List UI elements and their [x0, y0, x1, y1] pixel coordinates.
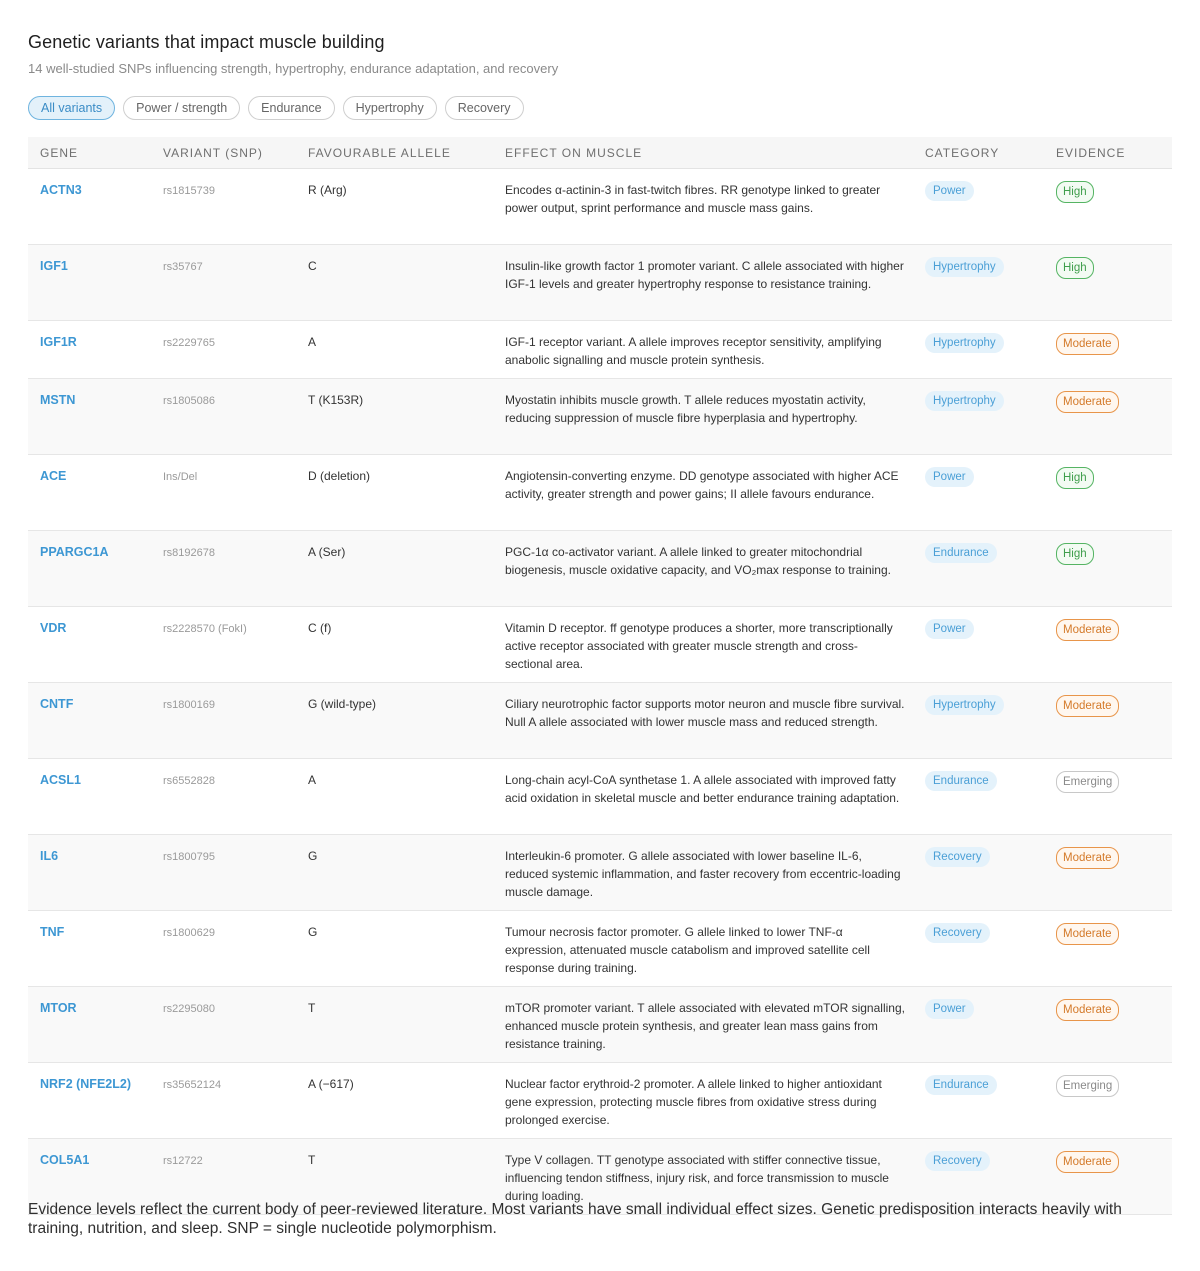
snp-cell: [163, 607, 308, 637]
table-row: [28, 531, 1172, 607]
effect-cell: [505, 835, 925, 901]
favourable-allele: C (f): [308, 621, 332, 635]
column-header-variant[interactable]: VARIANT (SNP): [163, 145, 263, 160]
snp-id: rs1805086: [163, 395, 215, 407]
snp-cell: [163, 987, 308, 1017]
category-cell: [925, 245, 1056, 277]
evidence-badge: High: [1056, 543, 1094, 565]
effect-description: Encodes α-actinin-3 in fast-twitch fibres. RR genotype linked to greater power output, sprint performance and muscle mass gains.: [505, 183, 881, 215]
allele-cell: [308, 455, 505, 485]
snp-id: rs35767: [163, 261, 203, 273]
gene-link[interactable]: ACTN3: [40, 183, 82, 197]
snp-id: rs1800169: [163, 699, 215, 711]
snp-id: rs1800795: [163, 851, 215, 863]
category-cell: [925, 607, 1056, 639]
effect-cell: [505, 1139, 925, 1205]
allele-cell: [308, 379, 505, 409]
category-cell: [925, 911, 1056, 943]
evidence-cell: [1056, 321, 1172, 355]
category-badge: Endurance: [925, 543, 997, 563]
favourable-allele: C: [308, 259, 317, 273]
effect-cell: [505, 245, 925, 293]
gene-cell: [28, 987, 163, 1017]
snp-id: rs2228570 (FokI): [163, 623, 247, 635]
category-badge: Power: [925, 999, 974, 1019]
snp-id: rs35652124: [163, 1079, 222, 1091]
effect-description: Vitamin D receptor. ff genotype produces a shorter, more transcriptionally active receptor associated with greater muscle strength and cross-sectional area.: [505, 621, 893, 671]
effect-description: Long-chain acyl-CoA synthetase 1. A allele associated with improved fatty acid oxidation in skeletal muscle and better endurance training adaptation.: [505, 773, 900, 805]
effect-cell: [505, 321, 925, 369]
evidence-badge: Moderate: [1056, 391, 1119, 413]
gene-cell: [28, 1063, 163, 1093]
table-row: [28, 379, 1172, 455]
category-cell: [925, 531, 1056, 563]
evidence-cell: [1056, 1063, 1172, 1097]
snp-id: rs1815739: [163, 185, 215, 197]
effect-cell: [505, 455, 925, 503]
evidence-cell: [1056, 759, 1172, 793]
evidence-badge: Moderate: [1056, 1151, 1119, 1173]
column-header-allele[interactable]: FAVOURABLE ALLELE: [308, 145, 451, 160]
gene-cell: [28, 607, 163, 637]
snp-cell: [163, 759, 308, 789]
table-row: [28, 835, 1172, 911]
favourable-allele: A: [308, 335, 317, 349]
gene-link[interactable]: NRF2 (NFE2L2): [40, 1077, 131, 1091]
effect-cell: [505, 987, 925, 1053]
category-badge: Power: [925, 467, 974, 487]
gene-link[interactable]: IL6: [40, 849, 59, 863]
evidence-badge: Moderate: [1056, 333, 1119, 355]
gene-link[interactable]: COL5A1: [40, 1153, 90, 1167]
gene-link[interactable]: IGF1R: [40, 335, 77, 349]
allele-cell: [308, 835, 505, 865]
evidence-cell: [1056, 683, 1172, 717]
effect-cell: [505, 607, 925, 673]
table-body: [28, 169, 1172, 1215]
gene-link[interactable]: ACSL1: [40, 773, 81, 787]
allele-cell: [308, 321, 505, 351]
favourable-allele: R (Arg): [308, 183, 347, 197]
snp-cell: [163, 379, 308, 409]
allele-cell: [308, 1139, 505, 1169]
gene-cell: [28, 379, 163, 409]
category-badge: Hypertrophy: [925, 257, 1004, 277]
evidence-badge: High: [1056, 467, 1094, 489]
snp-cell: [163, 455, 308, 485]
snp-id: rs1800629: [163, 927, 215, 939]
snp-cell: [163, 1139, 308, 1169]
gene-cell: [28, 321, 163, 351]
table-row: [28, 759, 1172, 835]
snp-id: rs6552828: [163, 775, 215, 787]
favourable-allele: A (−617): [308, 1077, 354, 1091]
category-badge: Endurance: [925, 1075, 997, 1095]
filter-chip-endurance[interactable]: Endurance: [248, 96, 334, 120]
category-cell: [925, 835, 1056, 867]
table-row: [28, 245, 1172, 321]
variants-table: [28, 137, 1172, 1215]
gene-cell: [28, 759, 163, 789]
column-header-category[interactable]: CATEGORY: [925, 145, 1000, 160]
table-header: [28, 137, 1172, 169]
evidence-cell: [1056, 379, 1172, 413]
allele-cell: [308, 759, 505, 789]
favourable-allele: G: [308, 849, 318, 863]
effect-description: Interleukin-6 promoter. G allele associated with lower baseline IL-6, reduced systemic inflammation, and faster recovery from eccentric-loading muscle damage.: [505, 849, 901, 899]
evidence-cell: [1056, 455, 1172, 489]
table-row: [28, 683, 1172, 759]
favourable-allele: T (K153R): [308, 393, 364, 407]
snp-id: Ins/Del: [163, 471, 198, 483]
gene-link[interactable]: CNTF: [40, 697, 74, 711]
category-badge: Hypertrophy: [925, 391, 1004, 411]
allele-cell: [308, 911, 505, 941]
category-cell: [925, 169, 1056, 201]
effect-description: Type V collagen. TT genotype associated with stiffer connective tissue, influencing tendon stiffness, injury risk, and force transmission to muscle during loading.: [505, 1153, 889, 1203]
effect-description: PGC-1α co-activator variant. A allele linked to greater mitochondrial biogenesis, muscle oxidative capacity, and VO₂max response to training.: [505, 545, 891, 577]
effect-cell: [505, 1063, 925, 1129]
favourable-allele: A (Ser): [308, 545, 346, 559]
gene-cell: [28, 1139, 163, 1169]
effect-cell: [505, 683, 925, 731]
gene-cell: [28, 911, 163, 941]
filter-chip-all[interactable]: All variants: [28, 96, 115, 120]
evidence-cell: [1056, 987, 1172, 1021]
evidence-badge: Moderate: [1056, 999, 1119, 1021]
gene-link[interactable]: MTOR: [40, 1001, 77, 1015]
effect-description: IGF-1 receptor variant. A allele improves receptor sensitivity, amplifying anabolic signalling and muscle protein synthesis.: [505, 335, 882, 367]
category-badge: Recovery: [925, 1151, 990, 1171]
allele-cell: [308, 1063, 505, 1093]
evidence-badge: High: [1056, 181, 1094, 203]
effect-cell: [505, 169, 925, 217]
table-row: [28, 455, 1172, 531]
column-header-gene[interactable]: GENE: [40, 145, 79, 160]
snp-cell: [163, 911, 308, 941]
gene-cell: [28, 835, 163, 865]
evidence-cell: [1056, 245, 1172, 279]
category-badge: Recovery: [925, 847, 990, 867]
category-badge: Hypertrophy: [925, 333, 1004, 353]
category-cell: [925, 683, 1056, 715]
filter-chip-hypertrophy[interactable]: Hypertrophy: [343, 96, 437, 120]
gene-cell: [28, 455, 163, 485]
table-row: [28, 321, 1172, 379]
snp-cell: [163, 531, 308, 561]
table-row: [28, 1063, 1172, 1139]
evidence-cell: [1056, 607, 1172, 641]
category-cell: [925, 455, 1056, 487]
gene-cell: [28, 245, 163, 275]
page-subtitle: 14 well-studied SNPs influencing strength, hypertrophy, endurance adaptation, and recovery: [28, 61, 559, 76]
allele-cell: [308, 245, 505, 275]
effect-cell: [505, 379, 925, 427]
effect-description: Nuclear factor erythroid-2 promoter. A allele linked to higher antioxidant gene expression, protecting muscle fibres from oxidative stress during prolonged exercise.: [505, 1077, 882, 1127]
snp-cell: [163, 835, 308, 865]
evidence-badge: Moderate: [1056, 619, 1119, 641]
category-badge: Power: [925, 619, 974, 639]
allele-cell: [308, 987, 505, 1017]
category-badge: Endurance: [925, 771, 997, 791]
category-badge: Recovery: [925, 923, 990, 943]
effect-description: Tumour necrosis factor promoter. G allele linked to lower TNF-α expression, attenuated muscle catabolism and improved satellite cell response during training.: [505, 925, 870, 975]
favourable-allele: A: [308, 773, 317, 787]
category-cell: [925, 759, 1056, 791]
allele-cell: [308, 531, 505, 561]
effect-description: Angiotensin-converting enzyme. DD genotype associated with higher ACE activity, greater strength and power gains; II allele favours endurance.: [505, 469, 899, 501]
evidence-cell: [1056, 911, 1172, 945]
table-row: [28, 911, 1172, 987]
snp-cell: [163, 245, 308, 275]
allele-cell: [308, 169, 505, 199]
effect-description: Ciliary neurotrophic factor supports motor neuron and muscle fibre survival. Null A allele associated with lower muscle mass and reduced strength.: [505, 697, 905, 729]
evidence-badge: Moderate: [1056, 695, 1119, 717]
snp-cell: [163, 683, 308, 713]
page-title: Genetic variants that impact muscle building: [28, 32, 385, 52]
evidence-cell: [1056, 835, 1172, 869]
gene-cell: [28, 683, 163, 713]
evidence-badge: Moderate: [1056, 923, 1119, 945]
snp-cell: [163, 169, 308, 199]
category-cell: [925, 1139, 1056, 1171]
gene-link[interactable]: VDR: [40, 621, 67, 635]
snp-id: rs2229765: [163, 337, 215, 349]
category-cell: [925, 1063, 1056, 1095]
snp-id: rs8192678: [163, 547, 215, 559]
gene-link[interactable]: IGF1: [40, 259, 68, 273]
effect-description: mTOR promoter variant. T allele associated with elevated mTOR signalling, enhanced muscle protein synthesis, and greater lean mass gains from resistance training.: [505, 1001, 905, 1051]
effect-description: Insulin-like growth factor 1 promoter variant. C allele associated with higher IGF-1 levels and greater hypertrophy response to resistance training.: [505, 259, 904, 291]
snp-cell: [163, 321, 308, 351]
gene-link[interactable]: MSTN: [40, 393, 76, 407]
category-cell: [925, 379, 1056, 411]
allele-cell: [308, 683, 505, 713]
table-row: [28, 987, 1172, 1063]
favourable-allele: G (wild-type): [308, 697, 377, 711]
evidence-badge: Emerging: [1056, 771, 1119, 793]
favourable-allele: T: [308, 1153, 316, 1167]
category-badge: Power: [925, 181, 974, 201]
snp-id: rs2295080: [163, 1003, 215, 1015]
filter-chip-power[interactable]: Power / strength: [123, 96, 240, 120]
favourable-allele: T: [308, 1001, 316, 1015]
column-header-evidence[interactable]: EVIDENCE: [1056, 145, 1126, 160]
gene-link[interactable]: ACE: [40, 469, 67, 483]
snp-cell: [163, 1063, 308, 1093]
filter-bar: [28, 96, 524, 120]
effect-cell: [505, 531, 925, 579]
evidence-badge: Emerging: [1056, 1075, 1119, 1097]
favourable-allele: D (deletion): [308, 469, 371, 483]
evidence-badge: Moderate: [1056, 847, 1119, 869]
category-badge: Hypertrophy: [925, 695, 1004, 715]
gene-link[interactable]: PPARGC1A: [40, 545, 109, 559]
gene-link[interactable]: TNF: [40, 925, 65, 939]
evidence-cell: [1056, 1139, 1172, 1173]
evidence-badge: High: [1056, 257, 1094, 279]
evidence-cell: [1056, 169, 1172, 203]
table-row: [28, 607, 1172, 683]
category-cell: [925, 987, 1056, 1019]
snp-id: rs12722: [163, 1155, 203, 1167]
column-header-effect[interactable]: EFFECT ON MUSCLE: [505, 145, 643, 160]
allele-cell: [308, 607, 505, 637]
favourable-allele: G: [308, 925, 318, 939]
effect-cell: [505, 759, 925, 807]
gene-cell: [28, 531, 163, 561]
evidence-cell: [1056, 531, 1172, 565]
effect-description: Myostatin inhibits muscle growth. T allele reduces myostatin activity, reducing suppression of muscle fibre hyperplasia and hypertrophy.: [505, 393, 866, 425]
effect-cell: [505, 911, 925, 977]
footnote: Evidence levels reflect the current body of peer-reviewed literature. Most variants have small individual effect sizes. Genetic predisposition interacts heavily with training, nutrition, and sleep. SNP = single nucleotide polymorphism.: [28, 1201, 1122, 1237]
category-cell: [925, 321, 1056, 353]
table-row: [28, 169, 1172, 245]
filter-chip-recovery[interactable]: Recovery: [445, 96, 524, 120]
gene-cell: [28, 169, 163, 199]
